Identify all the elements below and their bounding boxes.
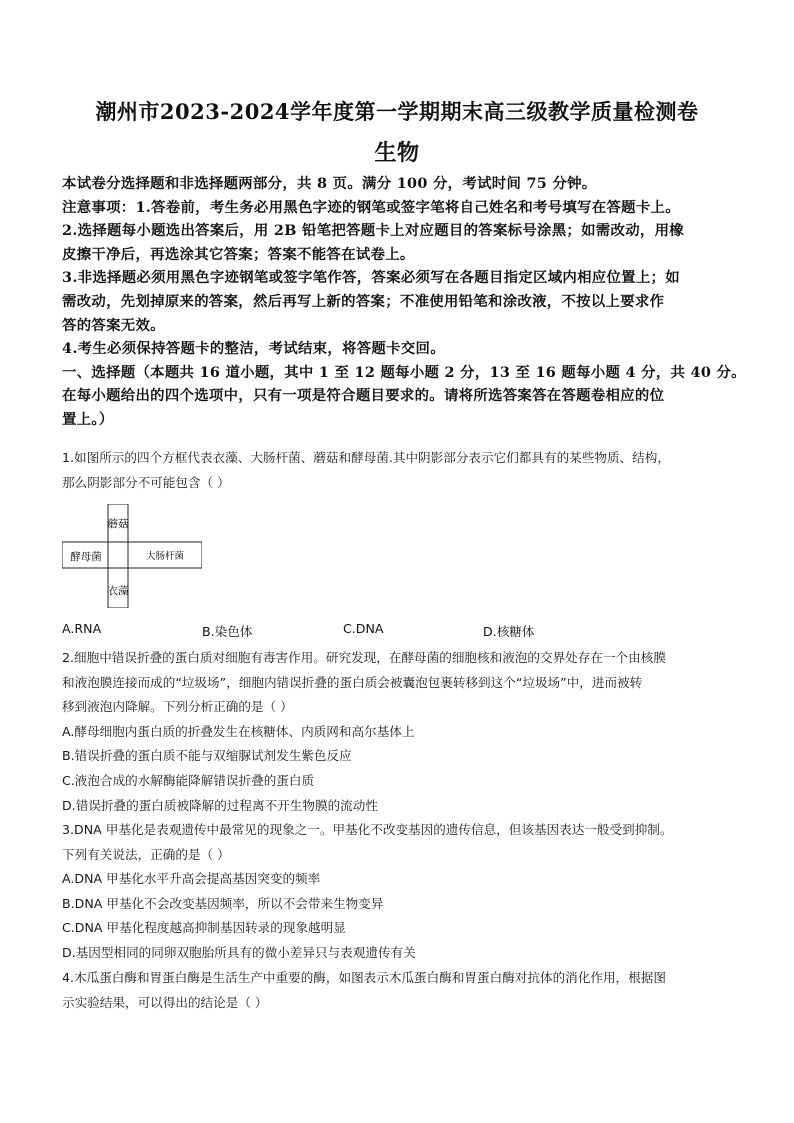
question-line: 1.如图所示的四个方框代表衣藻、大肠杆菌、蘑菇和酵母菌.其中阴影部分表示它们都具有的某些物质、结构， — [62, 450, 670, 465]
option-c[interactable]: C.液泡合成的水解酶能降解错误折叠的蛋白质 — [62, 772, 315, 788]
question-line: 4.木瓜蛋白酶和胃蛋白酶是生活生产中重要的酶，如图表示木瓜蛋白酶和胃蛋白酶对抗体的消化作用，根据图 — [62, 970, 666, 985]
section-heading: 一、选择题（本题共 16 道小题，其中 1 至 12 题每小题 2 分，13 至 16 题每小题 4 分，共 40 分。 — [62, 363, 746, 381]
option-b[interactable]: B.错误折叠的蛋白质不能与双缩脲试剂发生紫色反应 — [62, 748, 352, 764]
question-line: 2.细胞中错误折叠的蛋白质对细胞有毒害作用。研究发现，在酵母菌的细胞核和液泡的交界处存在一个由核膜 — [62, 650, 666, 665]
option-d[interactable]: D.核糖体 — [483, 624, 535, 639]
option-d[interactable]: D.错误折叠的蛋白质被降解的过程离不开生物膜的流动性 — [62, 797, 378, 813]
organism-box-diagram — [62, 504, 202, 608]
instruction-line: 答的答案无效。 — [62, 316, 165, 334]
instruction-line: 2.选择题每小题选出答案后，用 2B 铅笔把答题卡上对应题目的答案标号涂黑；如需改动，用橡 — [62, 222, 684, 240]
instruction-line: 需改动，先划掉原来的答案，然后再写上新的答案；不准使用铅笔和涂改液，不按以上要求作 — [62, 292, 665, 310]
question-line: 示实验结果，可以得出的结论是（ ） — [62, 994, 268, 1010]
question-line: 3.DNA 甲基化是表观遗传中最常见的现象之一。甲基化不改变基因的遗传信息，但该基因表达一般受到抑制。 — [62, 822, 673, 837]
option-a[interactable]: A.酵母细胞内蛋白质的折叠发生在核糖体、内质网和高尔基体上 — [62, 723, 415, 739]
option-c[interactable]: C.DNA — [343, 621, 384, 636]
diagram-label-left: 酵母菌 — [70, 551, 102, 563]
diagram-label-bottom: 衣藻 — [107, 585, 129, 597]
option-b[interactable]: B.DNA 甲基化不会改变基因频率，所以不会带来生物变异 — [62, 895, 384, 911]
instruction-line: 皮擦干净后，再选涂其它答案；答案不能答在试卷上。 — [62, 245, 415, 263]
question-2 — [62, 646, 752, 818]
instruction-line: 注意事项：1.答卷前，考生务必用黑色字迹的钢笔或签字笔将自己姓名和考号填写在答题卡上。 — [62, 198, 680, 216]
question-line: 下列有关说法，正确的是（ ） — [62, 846, 230, 862]
instruction-line: 3.非选择题必须用黑色字迹钢笔或签字笔作答，答案必须写在各题目指定区域内相应位置上；如 — [62, 269, 680, 287]
diagram-label-right: 大肠杆菌 — [145, 551, 185, 562]
instructions — [62, 172, 746, 432]
question-1-options — [62, 621, 762, 643]
instruction-line: 本试卷分选择题和非选择题两部分，共 8 页。满分 100 分，考试时间 75 分钟。 — [62, 175, 597, 192]
option-b[interactable]: B.染色体 — [202, 624, 253, 639]
option-a[interactable]: A.RNA — [62, 621, 102, 636]
question-line: 那么阴影部分不可能包含（ ） — [62, 474, 230, 490]
option-d[interactable]: D.基因型相同的同卵双胞胎所具有的微小差异只与表观遗传有关 — [62, 944, 416, 960]
question-4 — [62, 966, 752, 1015]
question-line: 和液泡膜连接而成的“垃圾场”，细胞内错误折叠的蛋白质会被囊泡包裹转移到这个“垃圾场”中，进而被转 — [62, 674, 643, 690]
diagram-label-top: 蘑菇 — [107, 518, 129, 530]
exam-title: 潮州市2023-2024学年度第一学期期末高三级教学质量检测卷 — [95, 99, 699, 124]
instruction-line: 4.考生必须保持答题卡的整洁，考试结束，将答题卡交回。 — [62, 340, 445, 358]
question-3 — [62, 818, 752, 966]
section-heading: 在每小题给出的四个选项中，只有一项是符合题目要求的。请将所选答案答在答题卷相应的位 — [62, 387, 665, 405]
question-line: 移到液泡内降解。下列分析正确的是（ ） — [62, 699, 293, 715]
subject-title: 生物 — [374, 140, 420, 166]
option-c[interactable]: C.DNA 甲基化程度越高抑制基因转录的现象越明显 — [62, 920, 346, 936]
question-1-stem — [62, 446, 752, 495]
section-heading: 置上。） — [62, 410, 114, 428]
option-a[interactable]: A.DNA 甲基化水平升高会提高基因突变的频率 — [62, 871, 321, 887]
